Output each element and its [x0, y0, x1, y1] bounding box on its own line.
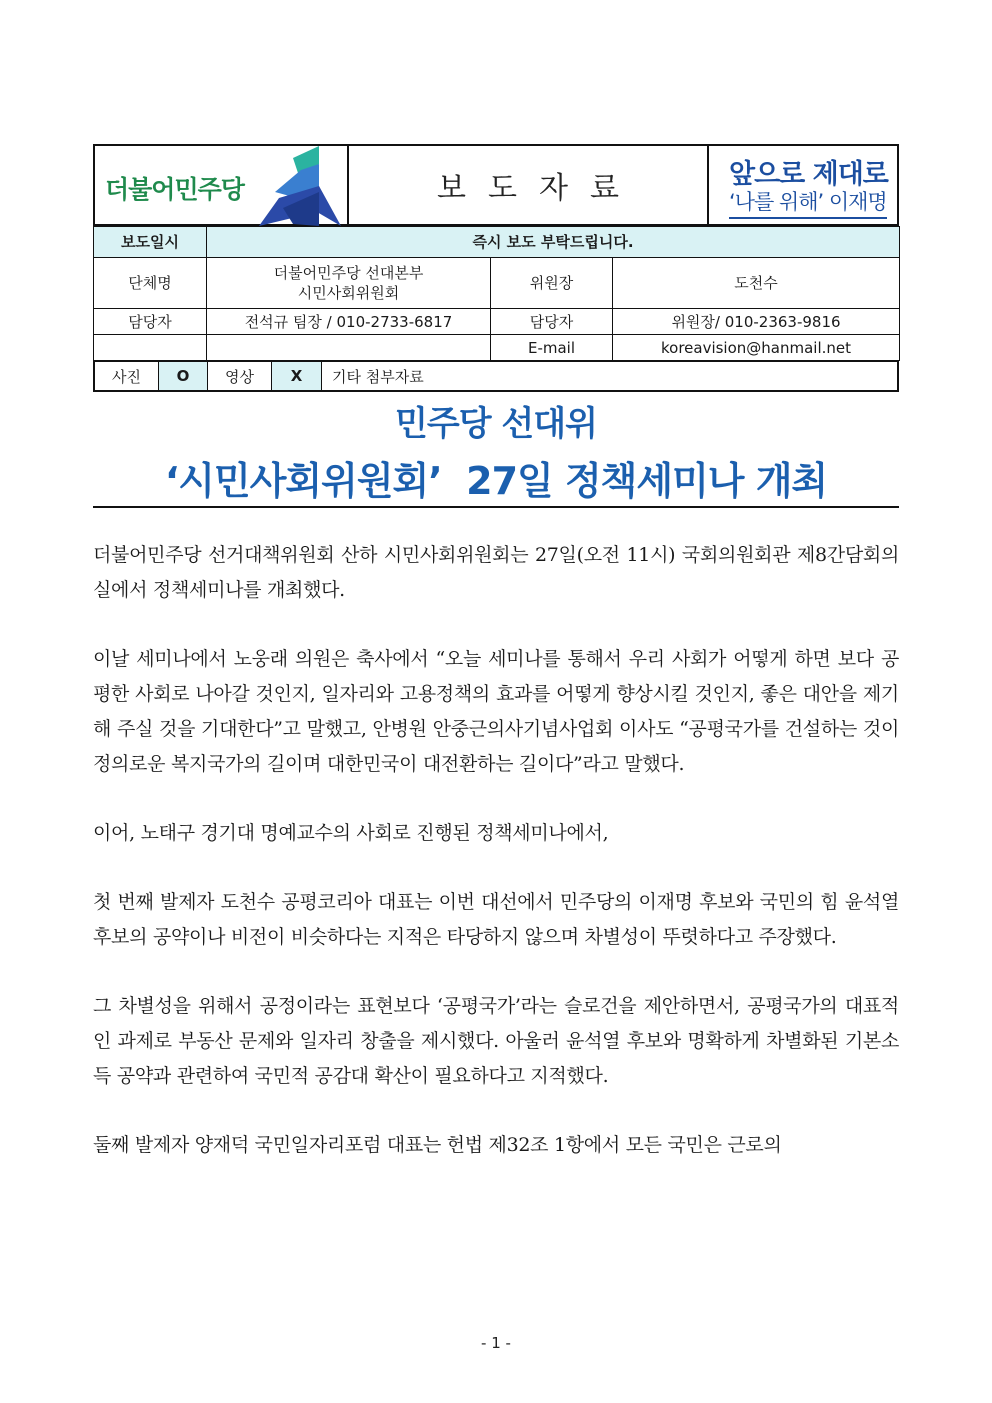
party-logo-text: 더불어민주당 — [105, 175, 244, 204]
table-row — [94, 258, 900, 309]
org-label: 단체명 — [94, 258, 207, 309]
header-top-row — [93, 144, 899, 226]
paragraph: 첫 번째 발제자 도천수 공평코리아 대표는 이번 대선에서 민주당의 이재명 후보와 국민의 힘 윤석열 후보의 공약이나 비전이 비슷하다는 지적은 타당하지 않으며 차별성이 뚜렷하다고 주장했다. — [93, 891, 899, 948]
campaign-slogan — [709, 146, 897, 224]
release-date-label: 보도일시 — [94, 227, 207, 258]
paragraph: 그 차별성을 위해서 공정이라는 표현보다 ‘공평국가’라는 슬로건을 제안하면서, 공평국가의 대표적인 과제로 부동산 문제와 일자리 창출을 제시했다. 아울러 윤석열 후보와 명확하게 차별화된 기본소득 공약과 관련하여 국민적 공감대 확산이 필요하다고 지적했다. — [93, 995, 899, 1087]
release-info-table — [93, 226, 900, 361]
contact2-label: 담당자 — [491, 309, 613, 335]
divider — [93, 506, 899, 508]
org-value — [207, 258, 491, 309]
paragraph: 더불어민주당 선거대책위원회 산하 시민사회위원회는 27일(오전 11시) 국회의원회관 제8간담회의실에서 정책세미나를 개최했다. — [93, 544, 899, 601]
contact-label: 담당자 — [94, 309, 207, 335]
slogan-main: 앞으로 제대로 — [729, 159, 888, 190]
release-date-value: 즉시 보도 부탁드립니다. — [207, 227, 900, 258]
email-value: koreavision@hanmail.net — [613, 335, 900, 361]
org-value-line1: 더불어민주당 선대본부 — [273, 264, 424, 282]
table-row — [94, 335, 900, 361]
video-label: 영상 — [208, 362, 272, 390]
paragraph: 이어, 노태구 경기대 명예교수의 사회로 진행된 정책세미나에서, — [93, 822, 609, 844]
photo-value: O — [159, 362, 208, 390]
headline — [93, 400, 899, 510]
table-row — [94, 309, 900, 335]
party-logo-icon — [253, 146, 345, 226]
attachment-row — [93, 360, 899, 392]
headline-line1: 민주당 선대위 — [395, 404, 597, 444]
paragraph: 이날 세미나에서 노웅래 의원은 축사에서 “오늘 세미나를 통해서 우리 사회가 어떻게 하면 보다 공평한 사회로 나아갈 것인지, 일자리와 고용정책의 효과를 어떻게 향상시킬 것인지, 좋은 대안을 제기해 주실 것을 기대한다”고 말했고, 안병원 안중근의사기념사업회 이사도 “공평국가를 건설하는 것이 정의로운 복지국가의 길이며 대한민국이 대전환하는 길이다”라고 말했다. — [93, 648, 899, 775]
chair-label: 위원장 — [491, 258, 613, 309]
other-attachment-label: 기타 첨부자료 — [332, 367, 424, 386]
slogan-sub: ‘나를 위해’ 이재명 — [729, 186, 887, 219]
org-value-line2: 시민사회위원회 — [297, 284, 400, 302]
empty-cell — [94, 335, 207, 361]
headline-line2: ‘시민사회위원회’ 27일 정책세미나 개최 — [164, 459, 828, 503]
page-number: - 1 - — [481, 1334, 511, 1352]
paragraph: 둘째 발제자 양재덕 국민일자리포럼 대표는 헌법 제32조 1항에서 모든 국민은 근로의 — [93, 1134, 782, 1156]
empty-cell — [207, 335, 491, 361]
press-release-header — [93, 144, 899, 392]
party-logo — [95, 146, 349, 224]
email-label: E-mail — [491, 335, 613, 361]
article-body — [93, 538, 899, 1197]
page-title: 보도자료 — [349, 146, 709, 224]
contact2-value: 위원장/ 010-2363-9816 — [613, 309, 900, 335]
chair-value: 도천수 — [613, 258, 900, 309]
photo-label: 사진 — [95, 362, 159, 390]
video-value: X — [272, 362, 322, 390]
contact-value: 전석규 팀장 / 010-2733-6817 — [207, 309, 491, 335]
table-row — [94, 227, 900, 258]
